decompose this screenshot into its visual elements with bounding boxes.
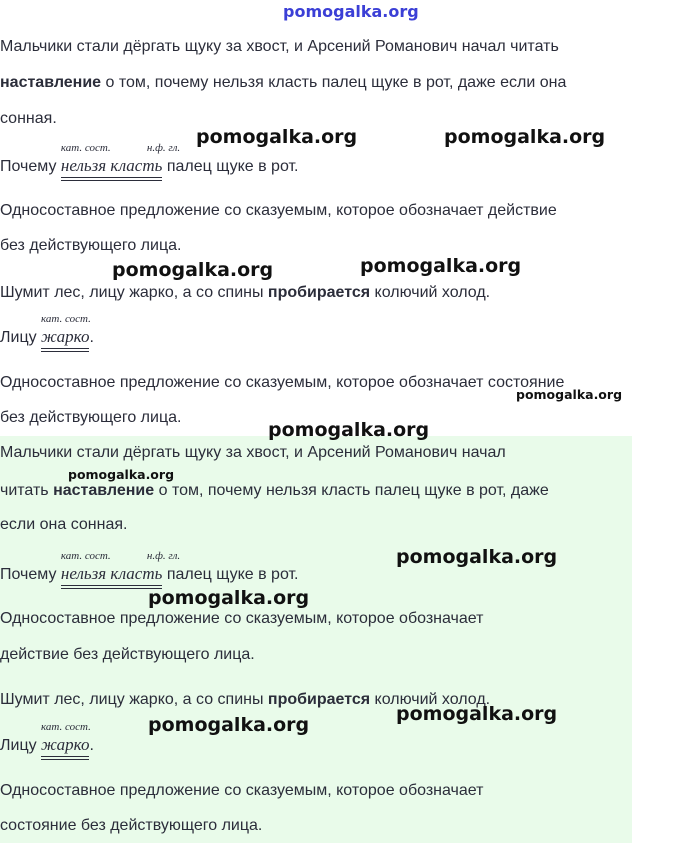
s1-label-nf-gl: н.ф. гл. <box>146 142 181 154</box>
s1-definition-1-line-1: Односоставное предложение со сказуемым, которое обозначает действие <box>0 202 557 219</box>
s2-label-kat-sost-2: кат. сост. <box>41 721 91 733</box>
s2-predicate <box>60 550 181 586</box>
s1-sentence-1-post: палец щуке в рот. <box>162 158 299 175</box>
s2-label-kat-sost: кат. сост. <box>60 550 111 562</box>
s2-definition-2-line-2: состояние без действующего лица. <box>0 817 263 834</box>
s1-predicate-2-text: жарко <box>41 327 90 346</box>
s1-label-kat-sost: кат. сост. <box>60 142 111 154</box>
s2-label-nf-gl: н.ф. гл. <box>146 550 181 562</box>
watermark-3: pomogalka.org <box>112 259 274 281</box>
watermark-10: pomogalka.org <box>396 703 558 725</box>
s2-predicate-text: нельзя класть <box>60 564 163 583</box>
s1-sentence-3 <box>0 313 94 349</box>
s2-predicate-2-text: жарко <box>41 735 90 754</box>
s2-sentence-3-pre: Лицу <box>0 737 42 754</box>
s1-predicate-2 <box>41 313 91 349</box>
watermark-9: pomogalka.org <box>148 587 310 609</box>
s1-sentence-2-pre: Шумит лес, лицу жарко, а со спины <box>0 284 268 301</box>
s1-predicate <box>60 142 181 178</box>
watermark-8: pomogalka.org <box>396 546 558 568</box>
s2-paragraph-line-2-pre: читать <box>0 482 54 499</box>
s2-predicate-2 <box>41 721 91 757</box>
s2-sentence-2-bold: пробирается <box>267 691 371 708</box>
s1-paragraph-line-3: сонная. <box>0 110 57 127</box>
s2-definition-1-line-2: действие без действующего лица. <box>0 646 255 663</box>
s1-sentence-2 <box>0 283 490 303</box>
s1-definition-1-line-2: без действующего лица. <box>0 237 182 254</box>
top-watermark: pomogalka.org <box>283 2 419 21</box>
s1-bold-word: наставление <box>0 74 102 91</box>
watermark-11: pomogalka.org <box>148 714 310 736</box>
s2-paragraph-line-2-rest: о том, почему нельзя класть палец щуке в рот, даже <box>154 482 549 499</box>
s1-sentence-2-post: колючий холод. <box>370 284 491 301</box>
s2-sentence-1-post: палец щуке в рот. <box>162 566 299 583</box>
s1-definition-2-line-2: без действующего лица. <box>0 409 182 426</box>
s1-sentence-3-pre: Лицу <box>0 329 42 346</box>
s2-definition-2-line-1: Односоставное предложение со сказуемым, которое обозначает <box>0 782 484 799</box>
watermark-2: pomogalka.org <box>444 126 606 148</box>
s1-paragraph-line-2-rest: о том, почему нельзя класть палец щуке в рот, даже если она <box>101 74 567 91</box>
s2-definition-1-line-1: Односоставное предложение со сказуемым, которое обозначает <box>0 610 484 627</box>
s2-bold-word: наставление <box>53 482 155 499</box>
watermark-1: pomogalka.org <box>196 126 358 148</box>
s2-paragraph-line-3: если она сонная. <box>0 516 128 533</box>
s1-paragraph-line-1: Мальчики стали дёргать щуку за хвост, и Арсений Романович начал читать <box>0 38 559 55</box>
s2-sentence-2-pre: Шумит лес, лицу жарко, а со спины <box>0 691 268 708</box>
s1-sentence-1 <box>0 142 299 178</box>
watermark-5: pomogalka.org <box>516 387 623 402</box>
s2-paragraph-line-2 <box>0 481 549 501</box>
s1-predicate-text: нельзя класть <box>60 156 163 175</box>
s1-sentence-1-pre: Почему <box>0 158 61 175</box>
s1-label-kat-sost-2: кат. сост. <box>41 313 91 325</box>
s2-sentence-1 <box>0 550 299 586</box>
s1-definition-2-line-1: Односоставное предложение со сказуемым, которое обозначает состояние <box>0 374 565 391</box>
s1-sentence-3-post: . <box>89 329 94 346</box>
s2-sentence-3-post: . <box>89 737 94 754</box>
s2-sentence-1-pre: Почему <box>0 566 61 583</box>
watermark-4: pomogalka.org <box>360 255 522 277</box>
watermark-7: pomogalka.org <box>68 467 175 482</box>
s2-sentence-2-post: колючий холод. <box>370 691 491 708</box>
s1-paragraph-line-2 <box>0 73 566 93</box>
s1-sentence-2-bold: пробирается <box>267 284 371 301</box>
s2-paragraph-line-1: Мальчики стали дёргать щуку за хвост, и Арсений Романович начал <box>0 444 506 461</box>
s2-sentence-3 <box>0 721 94 757</box>
watermark-6: pomogalka.org <box>268 419 430 441</box>
